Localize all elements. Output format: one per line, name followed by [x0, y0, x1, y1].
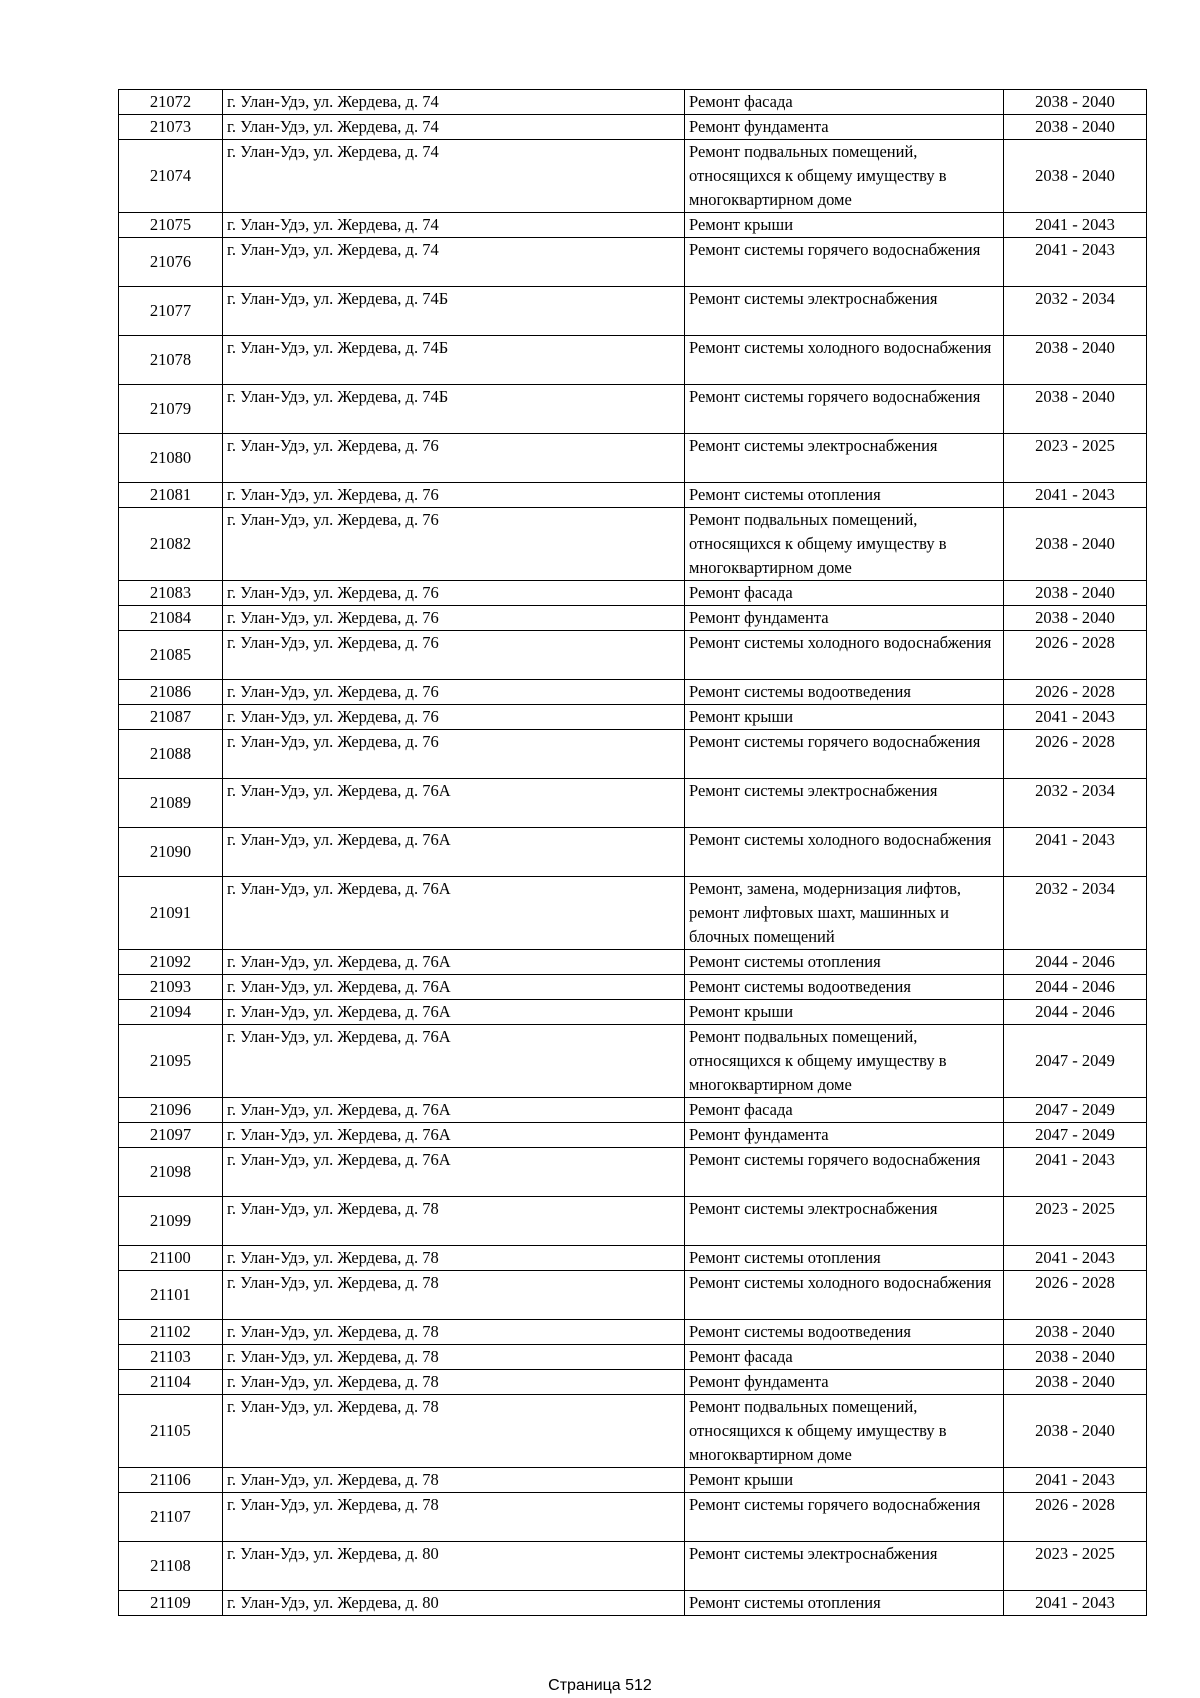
row-number-cell: 21086: [119, 680, 223, 705]
row-number-cell: 21097: [119, 1123, 223, 1148]
row-number-cell: 21092: [119, 950, 223, 975]
address-cell: г. Улан-Удэ, ул. Жердева, д. 78: [223, 1345, 685, 1370]
work-type-cell: Ремонт системы электроснабжения: [685, 1197, 1004, 1246]
row-number-cell: 21099: [119, 1197, 223, 1246]
work-type-cell: Ремонт системы горячего водоснабжения: [685, 238, 1004, 287]
table-row: [119, 1370, 1147, 1395]
row-number-cell: 21094: [119, 1000, 223, 1025]
row-number-cell: 21076: [119, 238, 223, 287]
address-cell: г. Улан-Удэ, ул. Жердева, д. 78: [223, 1395, 685, 1468]
period-cell: 2041 - 2043: [1004, 1468, 1147, 1493]
table-row: [119, 1098, 1147, 1123]
work-type-cell: Ремонт системы холодного водоснабжения: [685, 336, 1004, 385]
table-row: [119, 730, 1147, 779]
work-type-cell: Ремонт системы отопления: [685, 1591, 1004, 1616]
table-row: [119, 1000, 1147, 1025]
table-row: [119, 779, 1147, 828]
table-row: [119, 1271, 1147, 1320]
address-cell: г. Улан-Удэ, ул. Жердева, д. 78: [223, 1468, 685, 1493]
period-cell: 2038 - 2040: [1004, 508, 1147, 581]
period-cell: 2041 - 2043: [1004, 483, 1147, 508]
work-type-cell: Ремонт крыши: [685, 1468, 1004, 1493]
table-body: [119, 90, 1147, 1616]
work-type-cell: Ремонт системы электроснабжения: [685, 1542, 1004, 1591]
table-row: [119, 606, 1147, 631]
row-number-cell: 21083: [119, 581, 223, 606]
period-cell: 2041 - 2043: [1004, 1246, 1147, 1271]
table-row: [119, 1468, 1147, 1493]
period-cell: 2044 - 2046: [1004, 950, 1147, 975]
page-number: Страница 512: [548, 1677, 652, 1694]
period-cell: 2038 - 2040: [1004, 336, 1147, 385]
table-row: [119, 1246, 1147, 1271]
table-row: [119, 385, 1147, 434]
period-cell: 2047 - 2049: [1004, 1025, 1147, 1098]
period-cell: 2023 - 2025: [1004, 434, 1147, 483]
row-number-cell: 21073: [119, 115, 223, 140]
address-cell: г. Улан-Удэ, ул. Жердева, д. 78: [223, 1246, 685, 1271]
table-row: [119, 581, 1147, 606]
period-cell: 2041 - 2043: [1004, 213, 1147, 238]
row-number-cell: 21080: [119, 434, 223, 483]
row-number-cell: 21102: [119, 1320, 223, 1345]
work-type-cell: Ремонт системы холодного водоснабжения: [685, 631, 1004, 680]
period-cell: 2044 - 2046: [1004, 975, 1147, 1000]
address-cell: г. Улан-Удэ, ул. Жердева, д. 76А: [223, 950, 685, 975]
table-row: [119, 213, 1147, 238]
address-cell: г. Улан-Удэ, ул. Жердева, д. 76А: [223, 975, 685, 1000]
address-cell: г. Улан-Удэ, ул. Жердева, д. 76: [223, 680, 685, 705]
work-type-cell: Ремонт системы водоотведения: [685, 975, 1004, 1000]
table-row: [119, 115, 1147, 140]
work-type-cell: Ремонт фундамента: [685, 606, 1004, 631]
period-cell: 2038 - 2040: [1004, 581, 1147, 606]
table-row: [119, 140, 1147, 213]
address-cell: г. Улан-Удэ, ул. Жердева, д. 80: [223, 1542, 685, 1591]
work-type-cell: Ремонт фундамента: [685, 1123, 1004, 1148]
address-cell: г. Улан-Удэ, ул. Жердева, д. 76: [223, 483, 685, 508]
row-number-cell: 21104: [119, 1370, 223, 1395]
row-number-cell: 21091: [119, 877, 223, 950]
work-type-cell: Ремонт системы электроснабжения: [685, 434, 1004, 483]
work-type-cell: Ремонт системы горячего водоснабжения: [685, 385, 1004, 434]
address-cell: г. Улан-Удэ, ул. Жердева, д. 74: [223, 115, 685, 140]
period-cell: 2026 - 2028: [1004, 1493, 1147, 1542]
row-number-cell: 21085: [119, 631, 223, 680]
period-cell: 2038 - 2040: [1004, 1345, 1147, 1370]
work-type-cell: Ремонт системы холодного водоснабжения: [685, 828, 1004, 877]
row-number-cell: 21078: [119, 336, 223, 385]
period-cell: 2023 - 2025: [1004, 1197, 1147, 1246]
work-type-cell: Ремонт системы горячего водоснабжения: [685, 1493, 1004, 1542]
period-cell: 2038 - 2040: [1004, 606, 1147, 631]
table-row: [119, 1345, 1147, 1370]
period-cell: 2041 - 2043: [1004, 705, 1147, 730]
address-cell: г. Улан-Удэ, ул. Жердева, д. 74Б: [223, 287, 685, 336]
period-cell: 2038 - 2040: [1004, 1395, 1147, 1468]
row-number-cell: 21084: [119, 606, 223, 631]
address-cell: г. Улан-Удэ, ул. Жердева, д. 74Б: [223, 336, 685, 385]
table-row: [119, 828, 1147, 877]
period-cell: 2047 - 2049: [1004, 1098, 1147, 1123]
row-number-cell: 21079: [119, 385, 223, 434]
work-type-cell: Ремонт системы отопления: [685, 1246, 1004, 1271]
period-cell: 2041 - 2043: [1004, 1148, 1147, 1197]
row-number-cell: 21108: [119, 1542, 223, 1591]
address-cell: г. Улан-Удэ, ул. Жердева, д. 76А: [223, 877, 685, 950]
row-number-cell: 21100: [119, 1246, 223, 1271]
work-type-cell: Ремонт системы электроснабжения: [685, 779, 1004, 828]
table-row: [119, 434, 1147, 483]
address-cell: г. Улан-Удэ, ул. Жердева, д. 78: [223, 1271, 685, 1320]
work-type-cell: Ремонт системы холодного водоснабжения: [685, 1271, 1004, 1320]
work-type-cell: Ремонт подвальных помещений, относящихся к общему имуществу в многоквартирном доме: [685, 508, 1004, 581]
row-number-cell: 21106: [119, 1468, 223, 1493]
row-number-cell: 21101: [119, 1271, 223, 1320]
row-number-cell: 21082: [119, 508, 223, 581]
address-cell: г. Улан-Удэ, ул. Жердева, д. 76А: [223, 1123, 685, 1148]
address-cell: г. Улан-Удэ, ул. Жердева, д. 78: [223, 1320, 685, 1345]
address-cell: г. Улан-Удэ, ул. Жердева, д. 76: [223, 434, 685, 483]
work-type-cell: Ремонт фасада: [685, 1345, 1004, 1370]
row-number-cell: 21081: [119, 483, 223, 508]
period-cell: 2026 - 2028: [1004, 1271, 1147, 1320]
address-cell: г. Улан-Удэ, ул. Жердева, д. 78: [223, 1197, 685, 1246]
address-cell: г. Улан-Удэ, ул. Жердева, д. 76: [223, 631, 685, 680]
work-type-cell: Ремонт системы отопления: [685, 950, 1004, 975]
period-cell: 2026 - 2028: [1004, 680, 1147, 705]
row-number-cell: 21105: [119, 1395, 223, 1468]
address-cell: г. Улан-Удэ, ул. Жердева, д. 78: [223, 1370, 685, 1395]
work-type-cell: Ремонт фасада: [685, 90, 1004, 115]
address-cell: г. Улан-Удэ, ул. Жердева, д. 74: [223, 90, 685, 115]
work-type-cell: Ремонт подвальных помещений, относящихся к общему имуществу в многоквартирном доме: [685, 1395, 1004, 1468]
work-type-cell: Ремонт системы водоотведения: [685, 680, 1004, 705]
address-cell: г. Улан-Удэ, ул. Жердева, д. 76А: [223, 1098, 685, 1123]
row-number-cell: 21107: [119, 1493, 223, 1542]
table-row: [119, 1493, 1147, 1542]
row-number-cell: 21095: [119, 1025, 223, 1098]
row-number-cell: 21109: [119, 1591, 223, 1616]
table-row: [119, 90, 1147, 115]
table-row: [119, 287, 1147, 336]
period-cell: 2044 - 2046: [1004, 1000, 1147, 1025]
work-type-cell: Ремонт крыши: [685, 705, 1004, 730]
table-row: [119, 508, 1147, 581]
address-cell: г. Улан-Удэ, ул. Жердева, д. 74Б: [223, 385, 685, 434]
period-cell: 2026 - 2028: [1004, 730, 1147, 779]
table-row: [119, 1148, 1147, 1197]
row-number-cell: 21103: [119, 1345, 223, 1370]
table-row: [119, 1320, 1147, 1345]
period-cell: 2032 - 2034: [1004, 779, 1147, 828]
row-number-cell: 21074: [119, 140, 223, 213]
table-row: [119, 877, 1147, 950]
address-cell: г. Улан-Удэ, ул. Жердева, д. 74: [223, 238, 685, 287]
period-cell: 2038 - 2040: [1004, 1320, 1147, 1345]
address-cell: г. Улан-Удэ, ул. Жердева, д. 76: [223, 508, 685, 581]
address-cell: г. Улан-Удэ, ул. Жердева, д. 78: [223, 1493, 685, 1542]
table-row: [119, 1197, 1147, 1246]
table-row: [119, 1542, 1147, 1591]
address-cell: г. Улан-Удэ, ул. Жердева, д. 76А: [223, 828, 685, 877]
period-cell: 2038 - 2040: [1004, 90, 1147, 115]
row-number-cell: 21090: [119, 828, 223, 877]
table-row: [119, 483, 1147, 508]
row-number-cell: 21098: [119, 1148, 223, 1197]
period-cell: 2038 - 2040: [1004, 115, 1147, 140]
address-cell: г. Улан-Удэ, ул. Жердева, д. 76: [223, 581, 685, 606]
work-type-cell: Ремонт системы горячего водоснабжения: [685, 730, 1004, 779]
row-number-cell: 21093: [119, 975, 223, 1000]
table-row: [119, 705, 1147, 730]
period-cell: 2038 - 2040: [1004, 140, 1147, 213]
work-type-cell: Ремонт фундамента: [685, 1370, 1004, 1395]
row-number-cell: 21077: [119, 287, 223, 336]
work-type-cell: Ремонт подвальных помещений, относящихся к общему имуществу в многоквартирном доме: [685, 1025, 1004, 1098]
row-number-cell: 21072: [119, 90, 223, 115]
row-number-cell: 21088: [119, 730, 223, 779]
period-cell: 2041 - 2043: [1004, 828, 1147, 877]
table-row: [119, 336, 1147, 385]
period-cell: 2032 - 2034: [1004, 877, 1147, 950]
address-cell: г. Улан-Удэ, ул. Жердева, д. 76: [223, 705, 685, 730]
table-row: [119, 1025, 1147, 1098]
work-type-cell: Ремонт системы водоотведения: [685, 1320, 1004, 1345]
work-type-cell: Ремонт системы горячего водоснабжения: [685, 1148, 1004, 1197]
period-cell: 2047 - 2049: [1004, 1123, 1147, 1148]
period-cell: 2038 - 2040: [1004, 1370, 1147, 1395]
table-row: [119, 975, 1147, 1000]
table-row: [119, 950, 1147, 975]
work-type-cell: Ремонт системы отопления: [685, 483, 1004, 508]
table-row: [119, 1123, 1147, 1148]
work-type-cell: Ремонт подвальных помещений, относящихся к общему имуществу в многоквартирном доме: [685, 140, 1004, 213]
address-cell: г. Улан-Удэ, ул. Жердева, д. 74: [223, 213, 685, 238]
row-number-cell: 21089: [119, 779, 223, 828]
period-cell: 2038 - 2040: [1004, 385, 1147, 434]
work-type-cell: Ремонт крыши: [685, 213, 1004, 238]
table-row: [119, 631, 1147, 680]
work-type-cell: Ремонт крыши: [685, 1000, 1004, 1025]
table-row: [119, 1395, 1147, 1468]
period-cell: 2032 - 2034: [1004, 287, 1147, 336]
repair-schedule-table: [118, 89, 1147, 1616]
period-cell: 2041 - 2043: [1004, 238, 1147, 287]
address-cell: г. Улан-Удэ, ул. Жердева, д. 80: [223, 1591, 685, 1616]
work-type-cell: Ремонт фундамента: [685, 115, 1004, 140]
row-number-cell: 21075: [119, 213, 223, 238]
address-cell: г. Улан-Удэ, ул. Жердева, д. 76А: [223, 1025, 685, 1098]
table-row: [119, 1591, 1147, 1616]
address-cell: г. Улан-Удэ, ул. Жердева, д. 76А: [223, 779, 685, 828]
table-row: [119, 680, 1147, 705]
address-cell: г. Улан-Удэ, ул. Жердева, д. 76: [223, 606, 685, 631]
address-cell: г. Улан-Удэ, ул. Жердева, д. 74: [223, 140, 685, 213]
work-type-cell: Ремонт системы электроснабжения: [685, 287, 1004, 336]
table-row: [119, 238, 1147, 287]
period-cell: 2026 - 2028: [1004, 631, 1147, 680]
address-cell: г. Улан-Удэ, ул. Жердева, д. 76А: [223, 1000, 685, 1025]
period-cell: 2023 - 2025: [1004, 1542, 1147, 1591]
row-number-cell: 21096: [119, 1098, 223, 1123]
period-cell: 2041 - 2043: [1004, 1591, 1147, 1616]
row-number-cell: 21087: [119, 705, 223, 730]
address-cell: г. Улан-Удэ, ул. Жердева, д. 76: [223, 730, 685, 779]
address-cell: г. Улан-Удэ, ул. Жердева, д. 76А: [223, 1148, 685, 1197]
work-type-cell: Ремонт фасада: [685, 1098, 1004, 1123]
work-type-cell: Ремонт фасада: [685, 581, 1004, 606]
work-type-cell: Ремонт, замена, модернизация лифтов, ремонт лифтовых шахт, машинных и блочных помещений: [685, 877, 1004, 950]
